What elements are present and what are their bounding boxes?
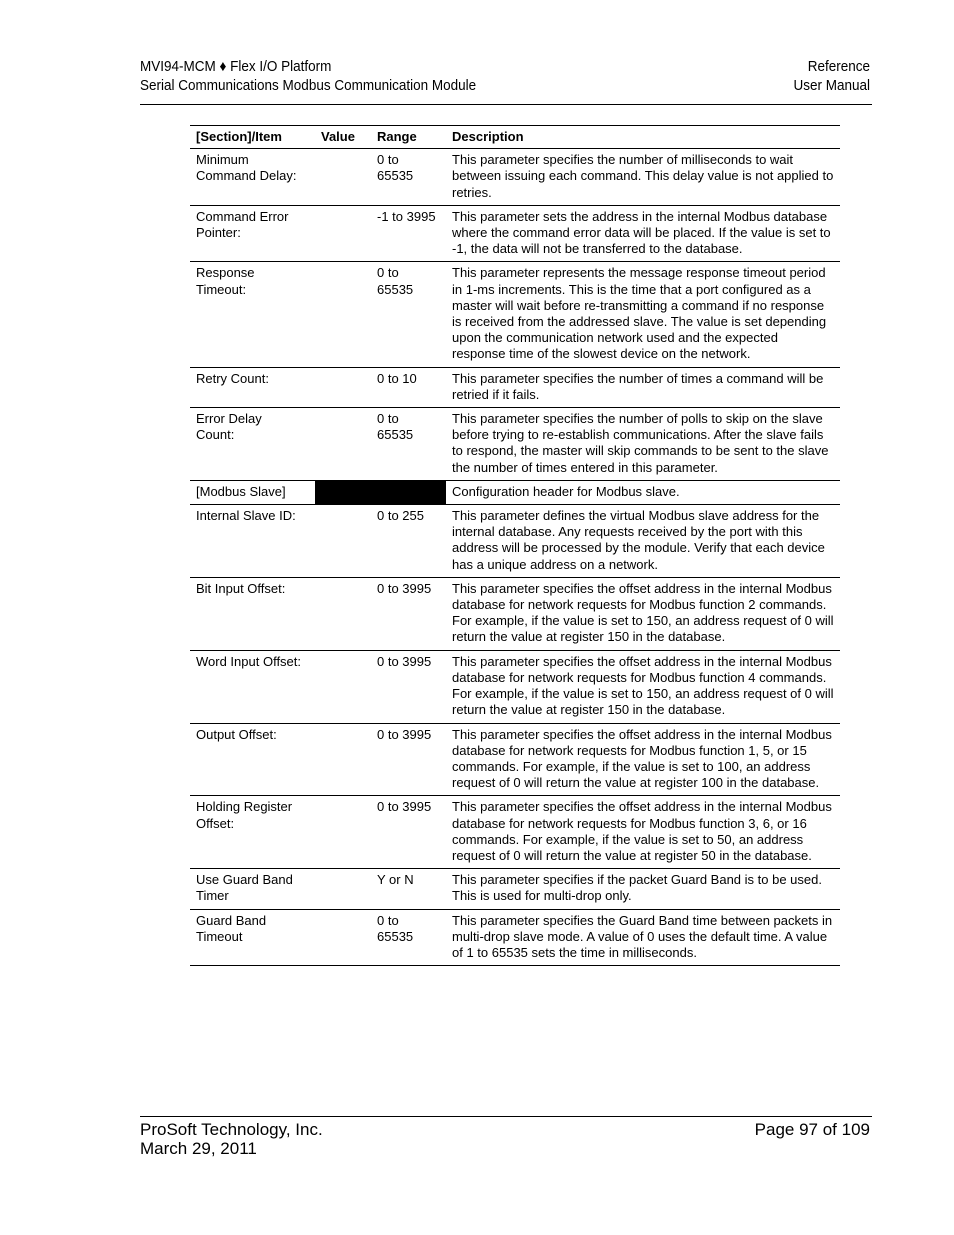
description-cell: This parameter defines the virtual Modbus slave address for the internal database. Any requests received by the port with this address will be processed by the module. Verify that each device has a unique address on a network. — [446, 505, 840, 578]
column-header-value: Value — [315, 126, 371, 149]
description-cell: This parameter sets the address in the internal Modbus database where the command error data will be placed. If the value is set to -1, the data will not be transferred to the database. — [446, 205, 840, 262]
table-row — [190, 205, 840, 262]
footer-divider — [140, 1116, 872, 1117]
table-row — [190, 869, 840, 909]
section-header-shading — [315, 480, 446, 504]
range-cell: -1 to 3995 — [371, 205, 446, 262]
footer-date: March 29, 2011 — [140, 1139, 257, 1158]
item-cell: Holding Register Offset: — [190, 796, 315, 869]
item-cell: Word Input Offset: — [190, 650, 315, 723]
item-cell: Response Timeout: — [190, 262, 315, 367]
table-row — [190, 408, 840, 481]
item-cell: Retry Count: — [190, 367, 315, 407]
description-cell: This parameter specifies the Guard Band time between packets in multi-drop slave mode. A value of 0 uses the default time. A value of 1 to 65535 sets the time in milliseconds. — [446, 909, 840, 966]
description-cell: This parameter specifies the offset address in the internal Modbus database for network requests for Modbus function 3, 6, or 16 commands. For example, if the value is set to 50, an address request of 0 will return the value at register 50 in the database. — [446, 796, 840, 869]
item-cell: Internal Slave ID: — [190, 505, 315, 578]
header-left — [140, 57, 476, 95]
item-cell: Output Offset: — [190, 723, 315, 796]
range-cell: 0 to 3995 — [371, 650, 446, 723]
description-cell: This parameter specifies the number of polls to skip on the slave before trying to re-establish communications. After the slave fails to respond, the master will skip commands to be sent to the slave the number of times entered in this parameter. — [446, 408, 840, 481]
value-cell — [315, 149, 371, 206]
range-cell: 0 to 65535 — [371, 909, 446, 966]
description-cell: This parameter represents the message response timeout period in 1-ms increments. This is the time that a port configured as a master will wait before re-transmitting a command if no response is received from the addressed slave. The value is set depending upon the communication network used and the expected response time of the slowest device on the network. — [446, 262, 840, 367]
description-cell: This parameter specifies the number of milliseconds to wait between issuing each command. This delay value is not applied to retries. — [446, 149, 840, 206]
footer-company: ProSoft Technology, Inc. — [140, 1120, 323, 1139]
value-cell — [315, 796, 371, 869]
value-cell — [315, 262, 371, 367]
value-cell — [315, 408, 371, 481]
value-cell — [315, 205, 371, 262]
item-cell: Bit Input Offset: — [190, 577, 315, 650]
range-cell: 0 to 65535 — [371, 262, 446, 367]
table-row — [190, 650, 840, 723]
value-cell — [315, 869, 371, 909]
table-section-row — [190, 480, 840, 504]
column-header-item: [Section]/Item — [190, 126, 315, 149]
header-section: Reference — [807, 58, 870, 75]
table-row — [190, 505, 840, 578]
table-row — [190, 723, 840, 796]
range-cell: 0 to 3995 — [371, 796, 446, 869]
range-cell: 0 to 65535 — [371, 408, 446, 481]
table-row — [190, 149, 840, 206]
value-cell — [315, 909, 371, 966]
description-cell: This parameter specifies the offset address in the internal Modbus database for network requests for Modbus function 4 commands. For example, if the value is set to 150, an address request of 0 will return the value at register 150 in the database. — [446, 650, 840, 723]
item-cell: Guard Band Timeout — [190, 909, 315, 966]
value-cell — [315, 367, 371, 407]
table-header-row — [190, 126, 840, 149]
description-cell: This parameter specifies the offset address in the internal Modbus database for network requests for Modbus function 2 commands. For example, if the value is set to 150, an address request of 0 will return the value at register 150 in the database. — [446, 577, 840, 650]
value-cell — [315, 723, 371, 796]
range-cell: 0 to 10 — [371, 367, 446, 407]
description-cell: Configuration header for Modbus slave. — [446, 480, 840, 504]
table-row — [190, 796, 840, 869]
parameter-table — [190, 125, 840, 966]
description-cell: This parameter specifies the offset address in the internal Modbus database for network requests for Modbus function 1, 5, or 15 commands. For example, if the value is set to 100, an address request of 0 will return the value at register 100 in the database. — [446, 723, 840, 796]
header-doc-type: User Manual — [793, 77, 870, 94]
table-row — [190, 367, 840, 407]
range-cell: 0 to 3995 — [371, 577, 446, 650]
item-cell: Minimum Command Delay: — [190, 149, 315, 206]
item-cell: Error Delay Count: — [190, 408, 315, 481]
value-cell — [315, 577, 371, 650]
column-header-description: Description — [446, 126, 840, 149]
header-module-title: Serial Communications Modbus Communication Module — [140, 77, 477, 94]
footer-left — [140, 1120, 323, 1158]
range-cell: 0 to 3995 — [371, 723, 446, 796]
header-product-title: MVI94-MCM ♦ Flex I/O Platform — [140, 58, 332, 75]
header-divider — [140, 104, 872, 105]
item-cell: [Modbus Slave] — [190, 480, 315, 504]
item-cell: Command Error Pointer: — [190, 205, 315, 262]
column-header-range: Range — [371, 126, 446, 149]
range-cell: 0 to 65535 — [371, 149, 446, 206]
range-cell: 0 to 255 — [371, 505, 446, 578]
table-row — [190, 577, 840, 650]
footer-right — [755, 1120, 870, 1139]
value-cell — [315, 505, 371, 578]
value-cell — [315, 650, 371, 723]
table-row — [190, 909, 840, 966]
range-cell: Y or N — [371, 869, 446, 909]
description-cell: This parameter specifies the number of times a command will be retried if it fails. — [446, 367, 840, 407]
footer-page-number: Page 97 of 109 — [754, 1120, 870, 1139]
description-cell: This parameter specifies if the packet Guard Band is to be used. This is used for multi-drop only. — [446, 869, 840, 909]
header-right — [793, 57, 870, 95]
table-row — [190, 262, 840, 367]
item-cell: Use Guard Band Timer — [190, 869, 315, 909]
table-body — [190, 149, 840, 966]
